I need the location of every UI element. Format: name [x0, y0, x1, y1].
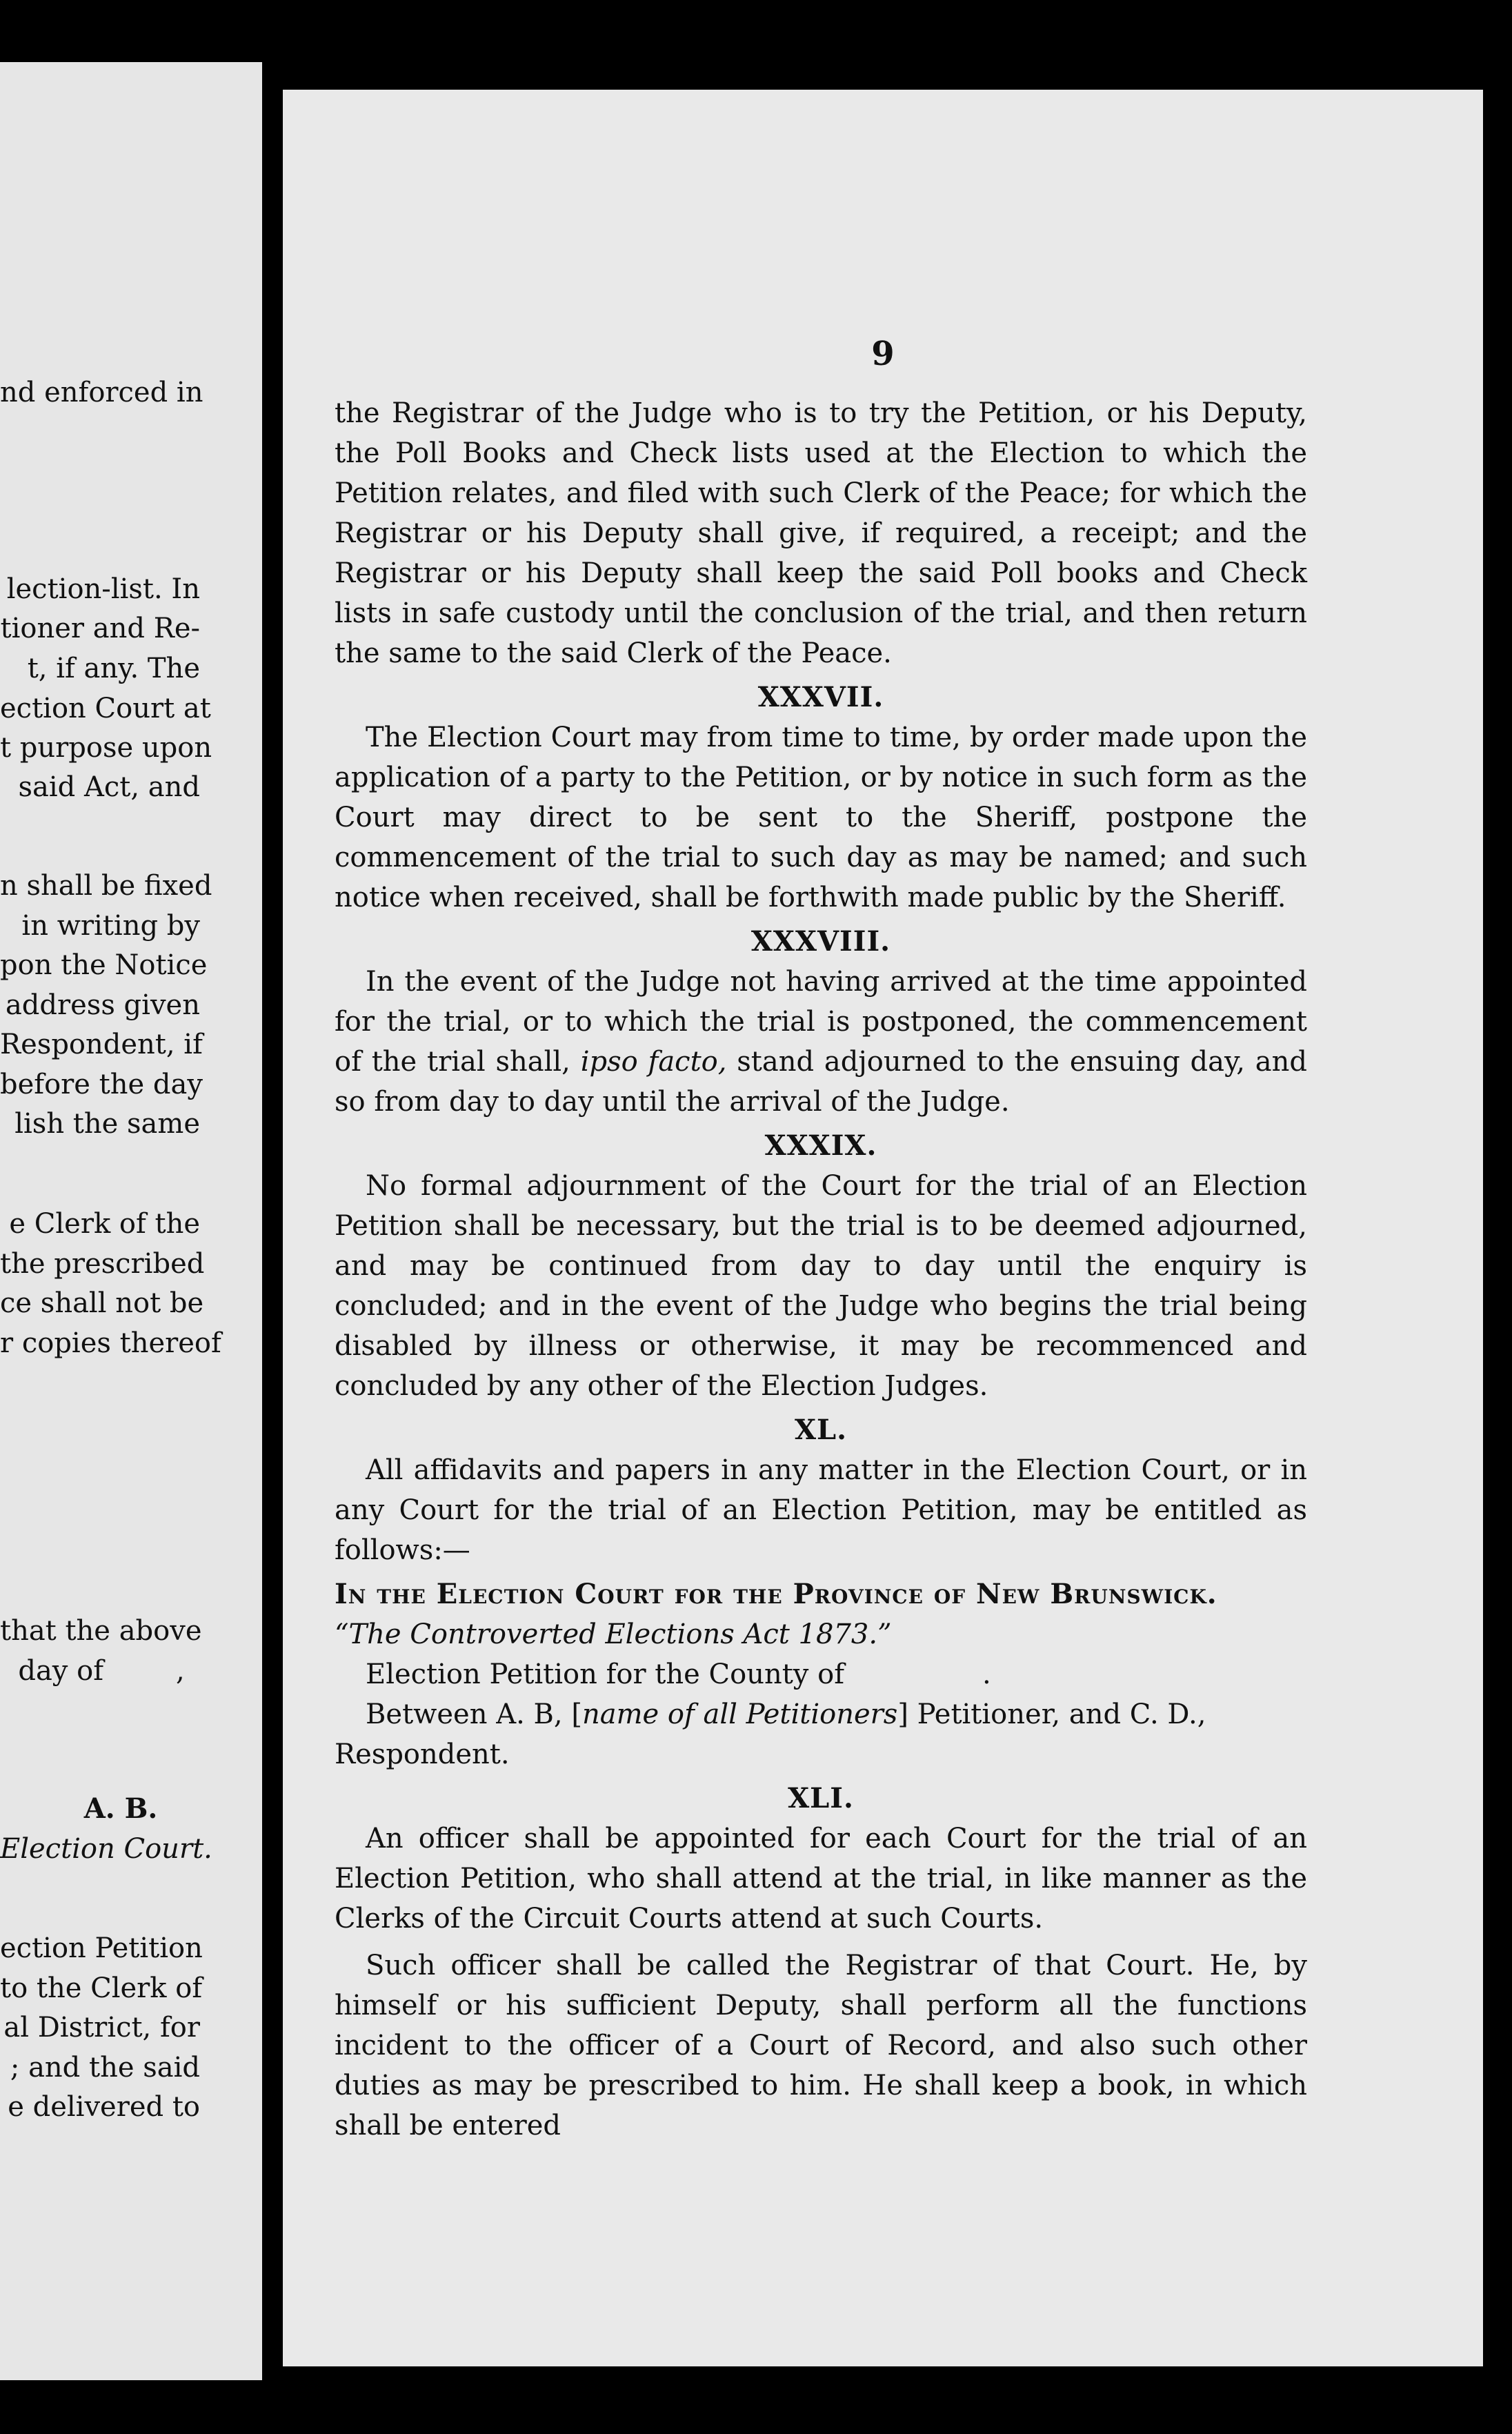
left-line: al District, for [3, 2012, 200, 2044]
form-court-heading: In the Election Court for the Province of New Brunswick. [335, 1578, 1217, 1610]
left-line: ection Petition [0, 1932, 203, 1964]
left-line: pon the Notice [0, 949, 208, 981]
left-line: e delivered to [8, 2091, 200, 2123]
left-line: before the day [0, 1069, 203, 1100]
left-line: the prescribed [0, 1248, 205, 1280]
right-page [283, 90, 1483, 2366]
form-petitioners-placeholder: name of all Petitioners [581, 1699, 898, 1730]
section-text-part: In the event of the Judge not having arrived at the time appointed for the trial, or to which the trial is postponed, the commencement of the trial shall, [335, 966, 1307, 1078]
left-line: said Act, and [18, 771, 200, 803]
section-heading: XXXVIII. [750, 925, 891, 958]
left-line: lish the same [14, 1108, 200, 1140]
left-page-fragment [0, 62, 262, 2380]
left-line: tioner and Re- [0, 613, 200, 644]
section-heading: XL. [794, 1414, 848, 1446]
section-text [335, 962, 1307, 1122]
form-petition-text: Election Petition for the County of [366, 1659, 845, 1690]
section-text: An officer shall be appointed for each Court for the trial of an Election Petition, who shall attend at the trial, in like manner as the Clerks of the Circuit Courts attend at such Courts. [335, 1823, 1307, 1935]
opening-paragraph: the Registrar of the Judge who is to try the Petition, or his Deputy, the Poll Books and Check lists used at the Election to which the Petition relates, and filed with such Clerk of the Peace; for which the Registrar or his Deputy shall give, if required, a receipt; and the Registrar or his Deputy shall keep the said Poll books and Check lists in safe custody until the conclusion of the trial, and then return the same to the said Clerk of the Peace. [335, 397, 1307, 669]
left-line: ection Court at [0, 693, 211, 724]
left-line: Respondent, if [0, 1029, 203, 1060]
form-petition-dot: . [982, 1659, 991, 1690]
latin-phrase: ipso facto, [580, 1046, 727, 1078]
left-line: nd enforced in [0, 377, 203, 408]
section-heading: XLI. [788, 1782, 854, 1814]
form-between-part: Between A. B, [ [366, 1699, 582, 1730]
form-between-line [335, 1694, 1307, 1734]
section-text: The Election Court may from time to time, by order made upon the application of a party to the Petition, or by notice in such form as the Court may direct to be sent to the Sheriff, postpone the commencement of the trial to such day as may be named; and such notice when received, shall be forthwith made public by the Sheriff. [335, 722, 1307, 913]
left-line: day of [18, 1655, 103, 1687]
left-line: address given [5, 989, 200, 1021]
page-number: 9 [871, 335, 895, 373]
left-line: n shall be fixed [0, 870, 212, 902]
left-line: t, if any. The [27, 653, 200, 684]
left-line: e Clerk of the [9, 1208, 200, 1240]
left-line: r copies thereof [0, 1327, 221, 1359]
left-line: in writing by [21, 910, 200, 942]
form-between-part: ] Petitioner, and C. D., [897, 1699, 1206, 1730]
left-line: lection-list. In [6, 573, 200, 605]
book-spine [262, 83, 283, 2366]
left-line: that the above [0, 1615, 202, 1647]
section-text-part: stand adjourned to the ensuing day, and so from day to day until the arrival of the Judge. [335, 1046, 1308, 1118]
section-heading: XXXVII. [757, 681, 884, 713]
form-respondent: Respondent. [335, 1739, 510, 1770]
section-heading: XXXIX. [764, 1129, 877, 1162]
left-line: ; and the said [10, 2052, 200, 2084]
left-line: , [176, 1655, 185, 1687]
form-petition-line [335, 1654, 1307, 1694]
form-act-title: “The Controverted Elections Act 1873.” [335, 1619, 892, 1650]
left-line: A. B. [83, 1792, 158, 1825]
left-line: t purpose upon [0, 732, 212, 764]
section-text: All affidavits and papers in any matter in the Election Court, or in any Court for the trial of an Election Petition, may be entitled as follows:— [335, 1454, 1307, 1566]
section-text: Such officer shall be called the Registrar of that Court. He, by himself or his sufficient Deputy, shall perform all the functions incident to the officer of a Court of Record, and also such other duties as may be prescribed to him. He shall keep a book, in which shall be entered [335, 1950, 1307, 2141]
left-line: ce shall not be [0, 1287, 204, 1319]
section-text: No formal adjournment of the Court for the trial of an Election Petition shall be necessary, but the trial is to be deemed adjourned, and may be continued from day to day until the enquiry is concluded; and in the event of the Judge who begins the trial being disabled by illness or otherwise, it may be recommenced and concluded by any other of the Election Judges. [335, 1170, 1307, 1402]
page-body [335, 393, 1307, 2146]
left-line: Election Court. [0, 1833, 212, 1865]
left-line: to the Clerk of [0, 1972, 203, 2004]
